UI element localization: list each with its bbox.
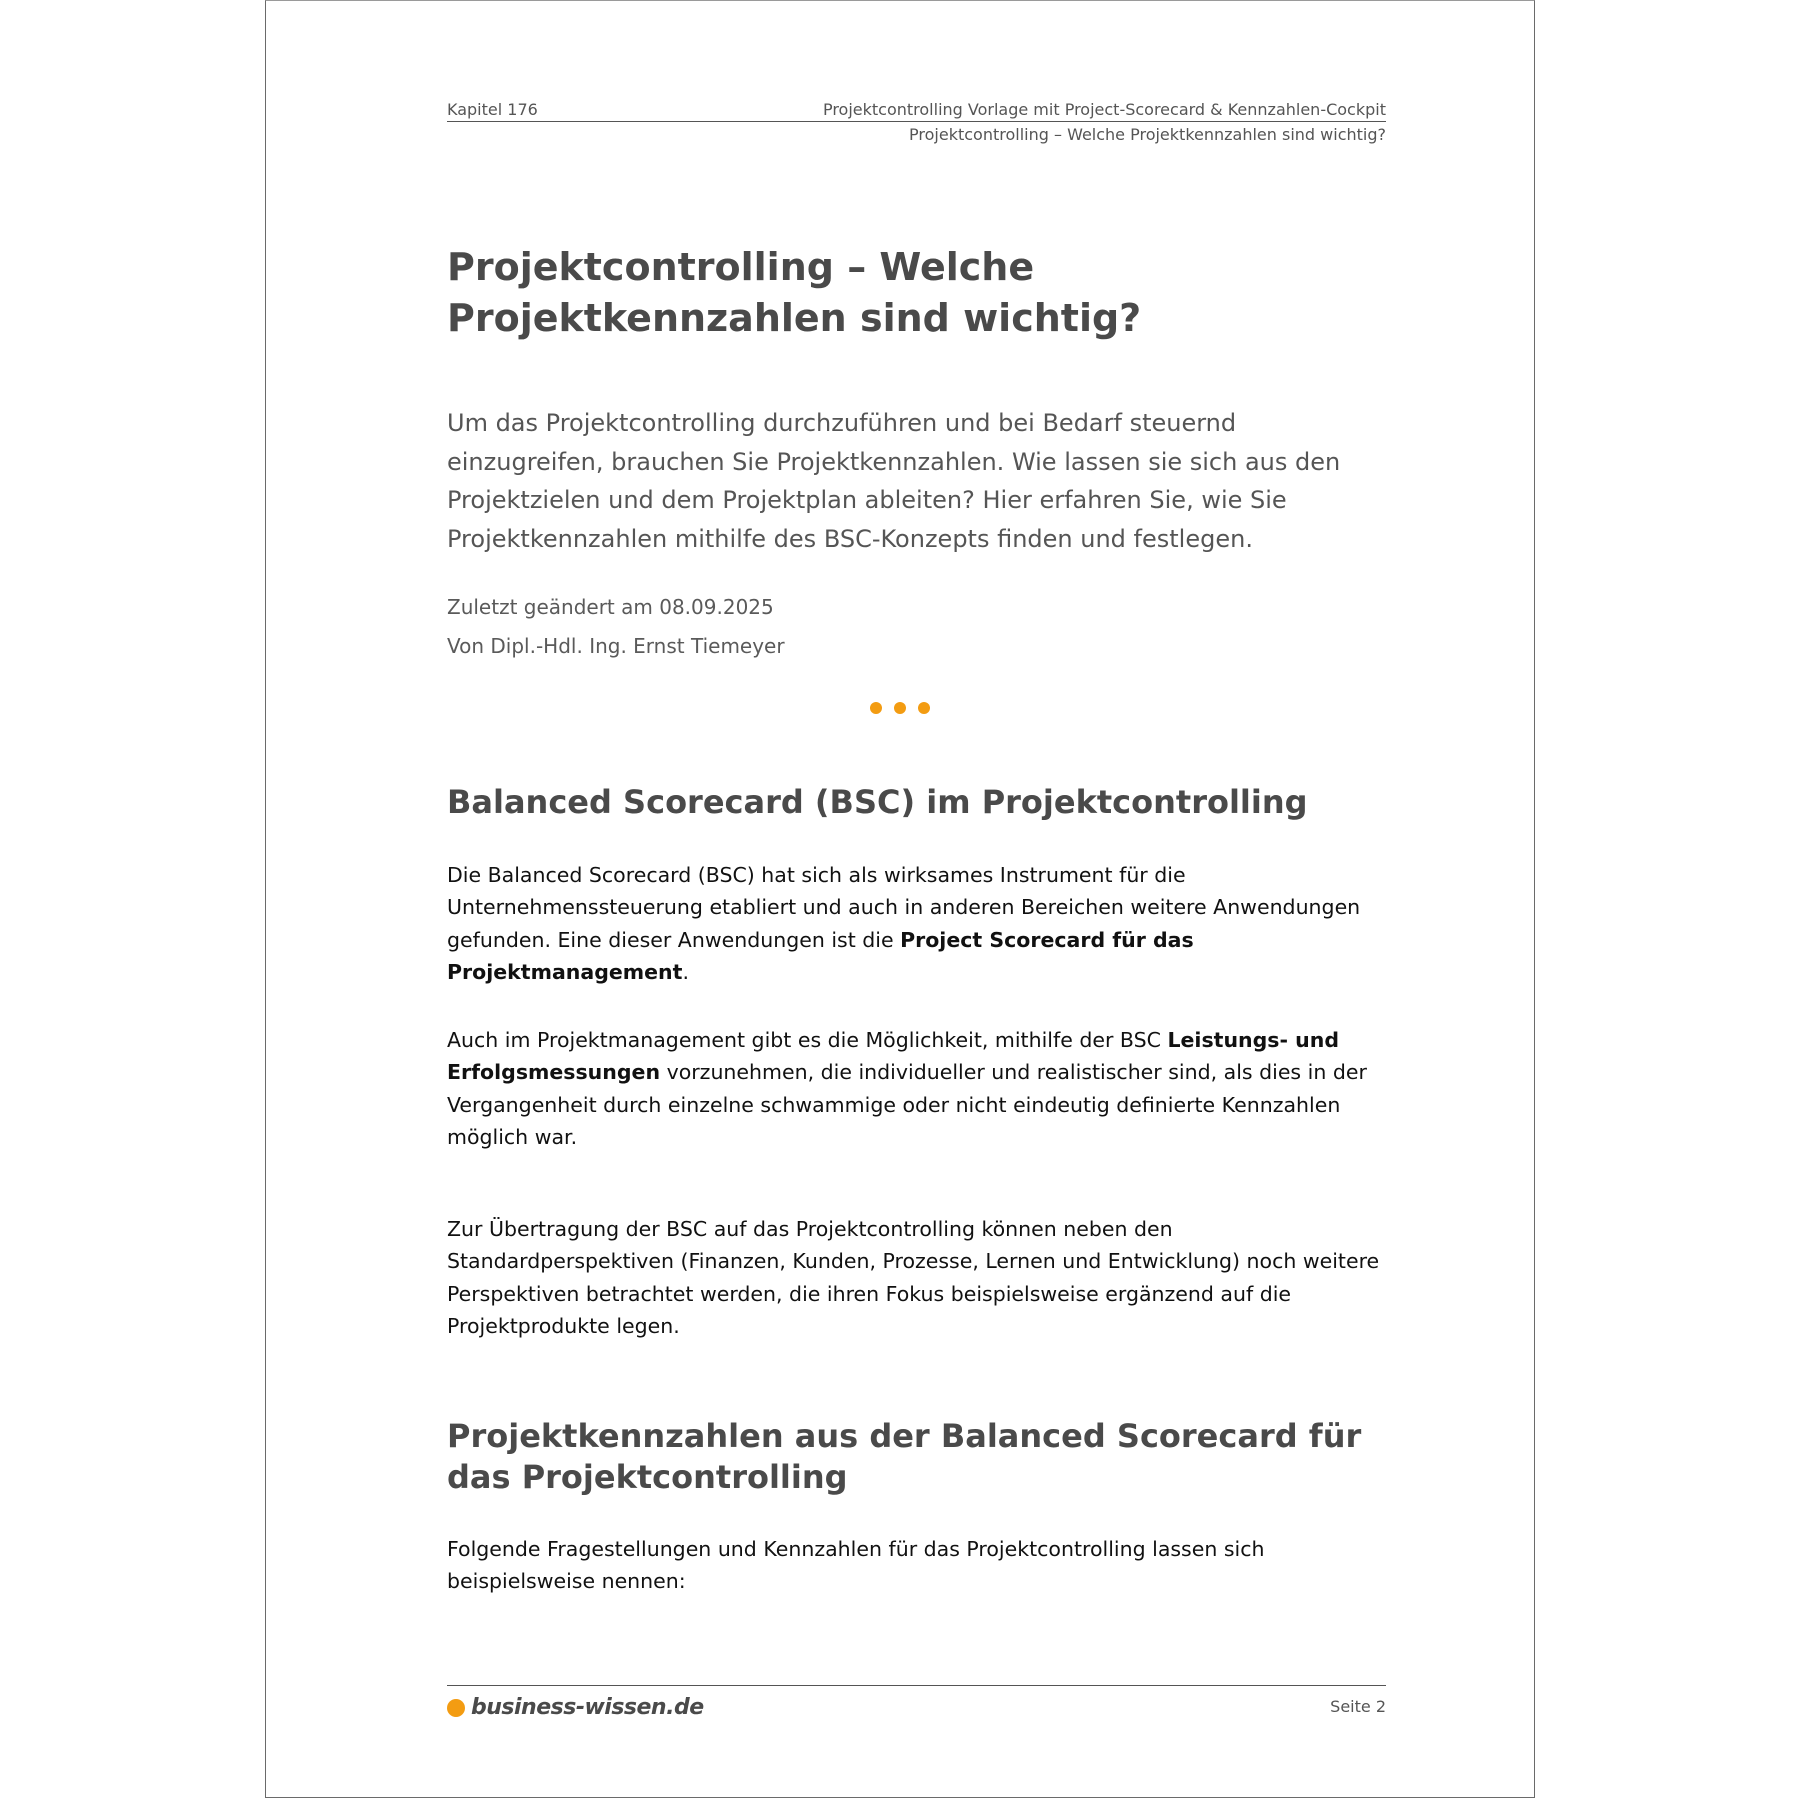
separator-dot-icon [918,702,930,714]
section-separator [870,702,930,714]
author-line: Von Dipl.-Hdl. Ing. Ernst Tiemeyer [447,634,785,658]
paragraph [447,859,1386,988]
paragraph-text: Auch im Projektmanagement gibt es die Möglichkeit, mithilfe der BSC [447,1028,1168,1052]
modified-date: Zuletzt geändert am 08.09.2025 [447,595,774,619]
paragraph-bold: Project Scorecard für das Projektmanagement [447,927,1194,984]
header-title: Projektcontrolling Vorlage mit Project-Scorecard & Kennzahlen-Cockpit [822,100,1386,119]
page-content [447,1,1386,1797]
page-number: Seite 2 [1330,1697,1386,1716]
paragraph-bold: Leistungs- und Erfolgsmessungen [447,1028,1340,1085]
separator-dot-icon [870,702,882,714]
footer-divider [447,1685,1386,1686]
paragraph: Zur Übertragung der BSC auf das Projektcontrolling können neben den Standardperspektiven (Finanzen, Kunden, Prozesse, Lernen und Entwicklung) noch weitere Perspektiven betrachtet werden, die ihren Fokus beispielsweise ergänzend auf die Projektprodukte legen. [447,1217,1380,1338]
separator-dot-icon [894,702,906,714]
document-page [265,0,1535,1798]
header-divider [447,121,1386,122]
article-lead: Um das Projektcontrolling durchzuführen und bei Bedarf steuernd einzugreifen, brauchen Sie Projektkennzahlen. Wie lassen sie sich aus den Projektzielen und dem Projektplan ableiten? Hier erfahren Sie, wie Sie Projektkennzahlen mithilfe des BSC-Konzepts finden und festlegen. [447,409,1341,553]
header-chapter: Kapitel 176 [447,100,538,119]
paragraph-text: Die Balanced Scorecard (BSC) hat sich als wirksames Instrument für die Unternehmenssteuerung etabliert und auch in anderen Bereichen weitere Anwendungen gefunden. Eine dieser Anwendungen ist die [447,863,1361,952]
header-subtitle: Projektcontrolling – Welche Projektkennzahlen sind wichtig? [909,125,1386,144]
paragraph-text: vorzunehmen, die individueller und realistischer sind, als dies in der Vergangenheit durch einzelne schwammige oder nicht eindeutig definierte Kennzahlen möglich war. [447,1060,1367,1149]
article-title: Projektcontrolling – Welche Projektkennzahlen sind wichtig? [447,245,1142,340]
section-heading-bsc: Balanced Scorecard (BSC) im Projektcontrolling [447,783,1308,821]
logo-text: business-wissen.de [471,1695,704,1720]
section-heading-kennzahlen: Projektkennzahlen aus der Balanced Scorecard für das Projektcontrolling [447,1417,1362,1496]
paragraph-text: . [682,959,689,984]
logo-dot-icon [447,1699,465,1717]
paragraph [447,1024,1386,1153]
paragraph: Folgende Fragestellungen und Kennzahlen für das Projektcontrolling lassen sich beispielsweise nennen: [447,1537,1265,1594]
footer-logo [447,1695,704,1720]
